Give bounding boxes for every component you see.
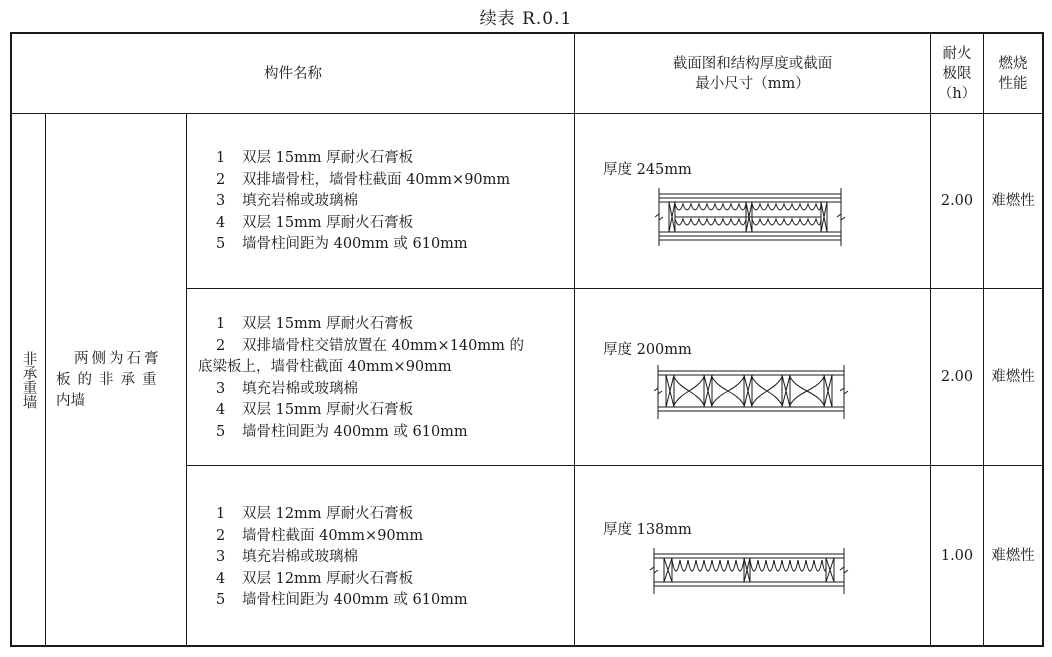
subcategory-cell xyxy=(56,349,178,412)
item-number: 5 xyxy=(216,236,226,252)
header-burn-line2: 性能 xyxy=(998,75,1028,92)
list-item xyxy=(198,336,524,358)
row1-thickness: 厚度 245mm xyxy=(603,162,692,178)
header-fire-line3: （h） xyxy=(937,85,977,102)
row-divider-1 xyxy=(186,288,1044,289)
item-text: 双层 15mm 厚耐火石膏板 xyxy=(242,214,414,231)
category-cell xyxy=(12,114,45,645)
item-text: 填充岩棉或玻璃棉 xyxy=(242,380,358,397)
header-section-line1: 截面图和结构厚度或截面 xyxy=(672,55,833,72)
item-number: 1 xyxy=(216,316,226,332)
list-item xyxy=(216,547,468,569)
item-number: 1 xyxy=(216,506,226,522)
item-text: 墙骨柱间距为 400mm 或 610mm xyxy=(242,236,468,252)
item-text: 双层 15mm 厚耐火石膏板 xyxy=(242,150,414,166)
category-text: 非承重墙 xyxy=(20,350,37,409)
list-item xyxy=(216,234,510,256)
item-number: 5 xyxy=(216,423,226,440)
header-fire-line2: 极限 xyxy=(942,65,972,82)
row2-fire-limit: 2.00 xyxy=(940,369,974,385)
row3-items xyxy=(216,504,468,612)
row1-fire-limit: 2.00 xyxy=(940,193,974,209)
row3-combustion: 难燃性 xyxy=(991,547,1035,564)
subcategory-line2: 板的非承重 xyxy=(56,372,164,388)
item-number: 4 xyxy=(216,214,226,231)
list-item xyxy=(198,379,524,401)
header-fire-line1: 耐火 xyxy=(942,45,972,62)
row-divider-2 xyxy=(186,465,1044,466)
item-number: 4 xyxy=(216,402,226,418)
header-divider xyxy=(10,113,1044,114)
list-item xyxy=(216,213,510,235)
header-burn-line1: 燃烧 xyxy=(998,55,1028,72)
item-number: 2 xyxy=(216,527,226,544)
list-item xyxy=(216,569,468,591)
wall-section-diagram-200 xyxy=(654,365,850,421)
item-number: 4 xyxy=(216,570,226,587)
header-section-line2: 最小尺寸（mm） xyxy=(695,75,810,92)
row2-combustion: 难燃性 xyxy=(991,369,1035,385)
list-item xyxy=(216,148,510,170)
header-combustion xyxy=(984,34,1042,113)
item-number: 1 xyxy=(216,150,226,166)
row3-thickness: 厚度 138mm xyxy=(603,522,692,538)
item-number: 5 xyxy=(216,592,226,608)
row2-items xyxy=(198,314,524,443)
row2-thickness: 厚度 200mm xyxy=(603,342,692,358)
wall-section-diagram-245 xyxy=(655,188,845,248)
item-number: 3 xyxy=(216,549,226,565)
item-number: 3 xyxy=(216,380,226,397)
list-item xyxy=(198,357,524,379)
header-fire-limit xyxy=(931,34,983,113)
item-text: 墙骨柱截面 40mm×90mm xyxy=(242,527,424,544)
item-text: 双层 12mm 厚耐火石膏板 xyxy=(242,570,414,587)
header-component-name-text: 构件名称 xyxy=(264,65,322,82)
list-item xyxy=(198,422,524,444)
col-divider-2 xyxy=(186,113,187,647)
list-item xyxy=(216,590,468,612)
list-item xyxy=(216,504,468,526)
item-text: 墙骨柱间距为 400mm 或 610mm xyxy=(242,423,468,440)
item-text: 填充岩棉或玻璃棉 xyxy=(242,549,358,565)
row1-combustion: 难燃性 xyxy=(991,193,1035,209)
header-component-name xyxy=(12,34,574,113)
table-caption: 续表 R.0.1 xyxy=(479,9,573,29)
list-item xyxy=(198,314,524,336)
list-item xyxy=(216,170,510,192)
item-number: 2 xyxy=(216,171,226,188)
item-text: 双排墙骨柱，墙骨柱截面 40mm×90mm xyxy=(242,171,511,188)
item-text: 底梁板上，墙骨柱截面 40mm×90mm xyxy=(198,359,452,375)
fire-resistance-table xyxy=(10,32,1044,647)
item-text: 填充岩棉或玻璃棉 xyxy=(242,193,358,209)
subcategory-line1: 两侧为石膏 xyxy=(74,351,162,367)
item-text: 双层 12mm 厚耐火石膏板 xyxy=(242,506,414,522)
wall-section-diagram-138 xyxy=(650,548,850,596)
header-section xyxy=(575,34,930,113)
col-divider-3 xyxy=(574,32,575,647)
item-text: 双排墙骨柱交错放置在 40mm×140mm 的 xyxy=(242,337,524,354)
item-text: 墙骨柱间距为 400mm 或 610mm xyxy=(242,592,468,608)
row1-items xyxy=(216,148,510,256)
list-item xyxy=(216,526,468,548)
subcategory-line3: 内墙 xyxy=(56,393,85,409)
list-item xyxy=(216,191,510,213)
item-text: 双层 15mm 厚耐火石膏板 xyxy=(242,316,414,332)
row3-fire-limit: 1.00 xyxy=(940,547,974,564)
item-text: 双层 15mm 厚耐火石膏板 xyxy=(242,402,414,418)
item-number: 3 xyxy=(216,193,226,209)
col-divider-1 xyxy=(45,113,46,647)
item-number: 2 xyxy=(216,337,226,354)
list-item xyxy=(198,400,524,422)
